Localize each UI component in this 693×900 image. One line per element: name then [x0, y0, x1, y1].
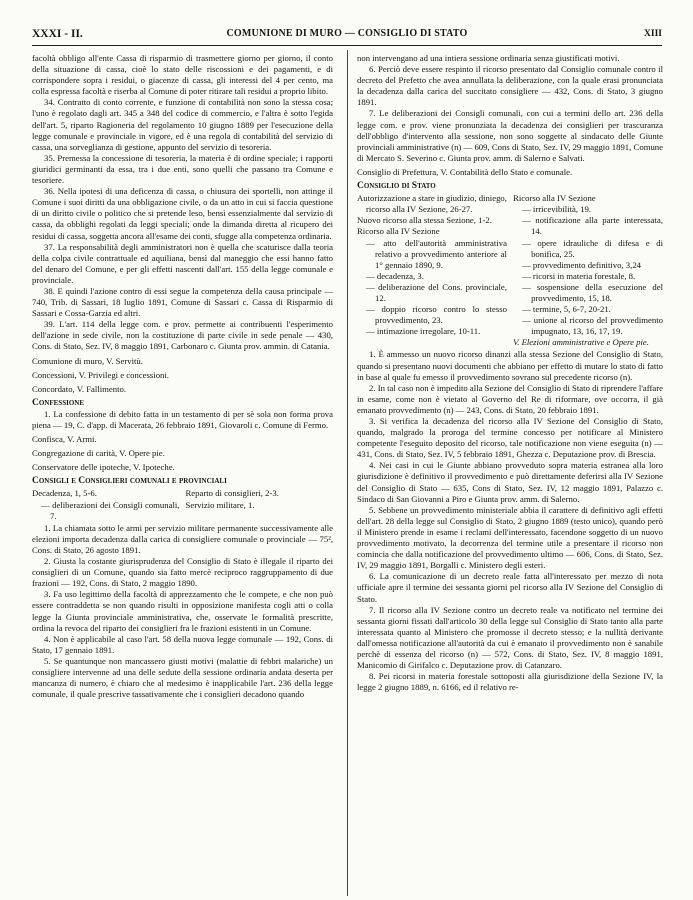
paragraph: 4. Non è applicabile al caso l'art. 58 della nuova legge comunale — 192, Cons. di Stato, 17 gennaio 1891. — [32, 633, 333, 655]
subject-index — [32, 488, 333, 521]
index-entry: — notificazione alla parte interessata, 14. — [522, 215, 663, 237]
paragraph: 7. Le deliberazioni dei Consigli comunali, con cui a termini dello art. 236 della legge com. e prov. viene pronunziata la decadenza dei consiglieri per trascuranza dell'obbligo d'intervento alla sessione, non sono soggette al sindacato delle Giunte provinciali amministrative (n) — 609, Cons di Stato, Sez. IV, 29 maggio 1891, Comune di Mercato S. Severino c. Giunta prov. amm. di Salerno e Salvati. — [357, 108, 663, 163]
paragraph: 8. Pei ricorsi in materia forestale sottoposti alla giurisdizione della Sezione IV, la legge 2 giugno 1889, n. 6166, ed il relativo re- — [357, 671, 663, 693]
index-entry: V. Elezioni amministrative e Opere pie. — [513, 337, 649, 348]
cross-reference: Consiglio di Prefettura, V. Contabilità dello Stato e comunale. — [357, 166, 573, 177]
index-entry: — irricevibilità, 19. — [522, 204, 592, 215]
paragraph: 4. Nei casi in cui le Giunte abbiano provveduto sopra materia estranea alla loro giurisdizione è definitivo il provvedimento e può direttamente deferirsi alla IV Sezione del Consiglio di Stato — 635, Cons di Stato, Sez. IV, 12 maggio 1891, Palazzo c. Sindaco di San Giovanni a Piro e Giunta prov. amm. di Salerno. — [357, 460, 663, 504]
index-entry: Ricorso alla IV Sezione — [357, 226, 440, 237]
paragraph: 3. Fa uso legittimo della facoltà di apprezzamento che le compete, e che non può essere contraddetta se non quando risulti in opposizione manifesta cogli atti o colla legge la Giunta provinciale amministrativa, che, osservate le formalità prescritte, ordina la revoca del riparto dei consiglieri fra le frazioni esistenti in un Comune. — [32, 589, 333, 633]
cross-reference: Conservatore delle ipoteche, V. Ipoteche. — [32, 462, 175, 473]
index-entry: — unione al ricorso del provvedimento impugnato, 13, 16, 17, 19. — [522, 315, 663, 337]
paragraph: 1. È ammesso un nuovo ricorso dinanzi alla stessa Sezione del Consiglio di Stato, quando si presentano nuovi documenti che abbiano per effetto di mutare lo stato di fatto in base al quale fu emesso il provvedimento sovrano sul precedente ricorso (n). — [357, 349, 663, 382]
index-entry: — decadenza, 3. — [366, 270, 424, 281]
page-label: XXXI - II. — [32, 28, 83, 40]
index-entry: — atto dell'autorità amministrativa relativo a provvedimento anteriore al 1° gennaio 1890, 9. — [366, 237, 507, 270]
paragraph: 34. Contratto di conto corrente, e funzione di contabilità non sono la stessa cosa; l'uno è regolato dagli art. 345 a 348 del codice di commercio, e l'altra è sotto l'egida dell'art. 5, riparto Ragioneria del regolamento 10 giugno 1889 per l'esecuzione della legge comunale e provinciale in vigore, ed è una regola di contabilità del servizio di cassa, una sorveglianza di gestione, appunto del servizio di tesoreria. — [32, 97, 333, 152]
running-title: COMUNIONE DI MURO — CONSIGLIO DI STATO — [226, 28, 468, 39]
index-entry: Nuovo ricorso alla stessa Sezione, 1-2. — [357, 215, 492, 226]
section-heading: Confessione — [32, 397, 84, 408]
paragraph: 5. Sebbene un provvedimento ministeriale abbia il carattere di definitivo agli effetti dell'art. 28 della legge sul Consiglio di Stato, 2 giugno 1889 (testo unico), quando però il Ministero prende in esame i reclami dell'interessato, facendone soggetto di un nuovo provvedimento motivato, la decorrenza del termine utile a presentare il ricorso non comincia che dalla notificazione del provvedimento ultimo — 606, Cons. di Stato, Sez. IV, 29 maggio 1891, Borgalli c. Ministero degli esteri. — [357, 504, 663, 571]
paragraph: 2. In tal caso non è impedito alla Sezione del Consiglio di Stato di riprendere l'affare in esame, come non è vietato al Governo del Re di riformare, ove occorra, il già emanato provvedimento (n) — 243, Cons. di Stato, 20 febbraio 1891. — [357, 382, 663, 415]
section-heading: Consigli e Consiglieri comunali e provinciali — [32, 476, 227, 487]
index-entry: Servizio militare, 1. — [185, 499, 255, 510]
column-divider — [347, 50, 348, 896]
index-entry: — intimazione irregolare, 10-11. — [366, 326, 481, 337]
paragraph: 37. La responsabilità degli amministratori non è quella che scaturisce dalla teoria della colpa civile contrattuale ed aquiliana, bensì dal maneggio che essi hanno fatto del denaro del Comune, e per gli effetti nascenti dall'art. 155 della legge comunale e provinciale. — [32, 241, 333, 285]
paragraph: 3. Si verifica la decadenza del ricorso alla IV Sezione del Consiglio di Stato, quando, malgrado la proroga del termine concesso per notificare al Ministero competente l'eseguito deposito del ricorso, tale notificazione non viene eseguita (n) — 431, Cons. di Stato, Sez. IV, 5 febbraio 1891, Ghezza c. Deputazione prov. di Brescia. — [357, 416, 663, 460]
index-entry: Autorizzazione a stare in giudizio, diniego, ricorso alla IV Sezione, 26-27. — [357, 193, 507, 215]
index-entry: Reparto di consiglieri, 2-3. — [185, 488, 279, 499]
cross-reference: Comunione di muro, V. Servitù. — [32, 355, 143, 366]
index-entry: — doppio ricorso contro lo stesso provvedimento, 23. — [366, 304, 507, 326]
paragraph: non intervengano ad una intiera sessione ordinaria senza giustificati motivi. — [357, 53, 620, 63]
paragraph: 6. Perciò deve essere respinto il ricorso presentato dal Consiglio comunale contro il decreto del Prefetto che avea annullata la deliberazione, con la quale erasi pronunciata la decadenza dalla carica del succitato consigliere — 432, Cons. di Stato, 3 giugno 1891. — [357, 64, 663, 108]
paragraph: 6. La comunicazione di un decreto reale fatta all'interessato per mezzo di nota ufficiale apre il termine dei sessanta giorni pel ricorso alla IV Sezione del Consiglio di Stato. — [357, 571, 663, 604]
paragraph: 1. La chiamata sotto le armi per servizio militare permanente successivamente alle elezioni importa decadenza dalla carica di consigliere comunale o provinciale — 75², Cons. di Stato, 26 agosto 1891. — [32, 522, 333, 555]
index-entry: — sospensione della esecuzione del provvedimento, 15, 18. — [522, 281, 663, 303]
cross-reference: Confisca, V. Armi. — [32, 434, 97, 445]
index-entry: Ricorso alla IV Sezione — [513, 193, 596, 204]
index-entry: — provvedimento definitivo, 3,24 — [522, 259, 642, 270]
index-entry: — deliberazioni dei Consigli comunali, 7. — [41, 499, 180, 521]
index-entry: — termine, 5, 6-7, 20-21. — [522, 304, 611, 315]
cross-reference: Congregazione di carità, V. Opere pie. — [32, 448, 165, 459]
header-rule — [32, 45, 662, 46]
paragraph: 36. Nella ipotesi di una deficenza di cassa, o chiusura dei sportelli, non attinge il Comune i suoi diritti da una obbligazione civile, o da un atto in cui si faccia questione di un diritto civile o politico che si pretende leso, bensì essenzialmente dal servizio di cassa, da obblighi regolati da leggi speciali; onde la dimanda diretta al ricupero dei residui di cassa, soggetta ancora all'esame dei conti, sfugge alla competenza ordinaria. — [32, 186, 333, 241]
right-column — [357, 53, 663, 693]
paragraph: 35. Premessa la concessione di tesoreria, la materia è di ordine speciale; i rapporti giuridici germinanti da essa, tra i due enti, sono quelli che passano tra Comune e tesoriere. — [32, 152, 333, 186]
subject-index — [357, 193, 663, 348]
paragraph: 39. L'art. 114 della legge com. e prov. permette ai contribuenti l'esperimento dell'azione in sede civile, non la costituzione di parte civile in sede penale — 430, Cons. di Stato, Sez. IV, 8 maggio 1891, Carbonaro c. Giunta prov. ammin. di Catania. — [32, 319, 333, 352]
section-heading: Consiglio di Stato — [357, 181, 436, 192]
paragraph: facoltà obbligo all'ente Cassa di risparmio di trasmettere giorno per giorno, il conto della situazione di cassa, cioè lo stato delle riscossioni e dei pagamenti, e di corrispondere sopra i residui, o giacenze di cassa, gli interessi del 4 per cento, ma colla espressa facoltà e riserba al Comune di poter ritirare tali residui a proprio libito. — [32, 53, 333, 97]
paragraph: 5. Se quantunque non mancassero giusti motivi (malattie di febbri malariche) un consigliere intervenne ad una delle sedute della sessione ordinaria andata deserta per mancanza di numero, è chiaro che al medesimo è inapplicabile l'art. 236 della legge comunale, il quale prescrive tassativamente che i consiglieri decadono quando — [32, 655, 333, 700]
cross-reference: Concordato, V. Fallimento. — [32, 383, 127, 394]
paragraph: 7. Il ricorso alla IV Sezione contro un decreto reale va notificato nel termine dei sessanta giorni fissati dall'articolo 30 della legge sul Consiglio di Stato tanto alla parte interessata quanto al Ministero che promosse il decreto stesso; e la nullità derivante dall'omessa notificazione all'autorità da cui è emanato il provvedimento non è sanabile perchè di essenza del ricorso (n) — 572, Cons. di Stato, Sez. IV, 8 maggio 1891, Manicomio di Girifalco c. Deputazione prov. di Catanzaro. — [357, 604, 663, 671]
index-entry: — ricorsi in materia forestale, 8. — [522, 270, 636, 281]
index-entry: — deliberazione del Cons. provinciale, 12. — [366, 281, 507, 303]
paragraph: 38. E quindi l'azione contro di essi segue la competenza della causa principale — 740, Trib. di Sassari, 18 luglio 1891, Comune di Sassari c. Cassa di Risparmio di Sassari e Cossa-Garzia ed altri. — [32, 285, 333, 319]
index-entry: — opere idrauliche di difesa e di bonifica, 25. — [522, 237, 663, 259]
index-entry: Decadenza, 1, 5-6. — [32, 488, 97, 499]
paragraph: 2. Giusta la costante giurisprudenza del Consiglio di Stato è illegale il riparto dei consiglieri di un Comune, quando sia fatto mercè reciproco raggruppamento di due frazioni — 192, Cons. di Stato, 2 maggio 1890. — [32, 556, 333, 589]
left-column — [32, 53, 333, 700]
running-header — [32, 26, 662, 46]
cross-reference: Concessioni, V. Privilegi e concessioni. — [32, 369, 169, 380]
paragraph: 1. La confessione di debito fatta in un testamento di per sè sola non forma prova piena — 19, C. d'app. di Macerata, 26 febbraio 1891, Giovaroli c. Comune di Fermo. — [32, 408, 333, 430]
page-number: XIII — [644, 29, 662, 39]
